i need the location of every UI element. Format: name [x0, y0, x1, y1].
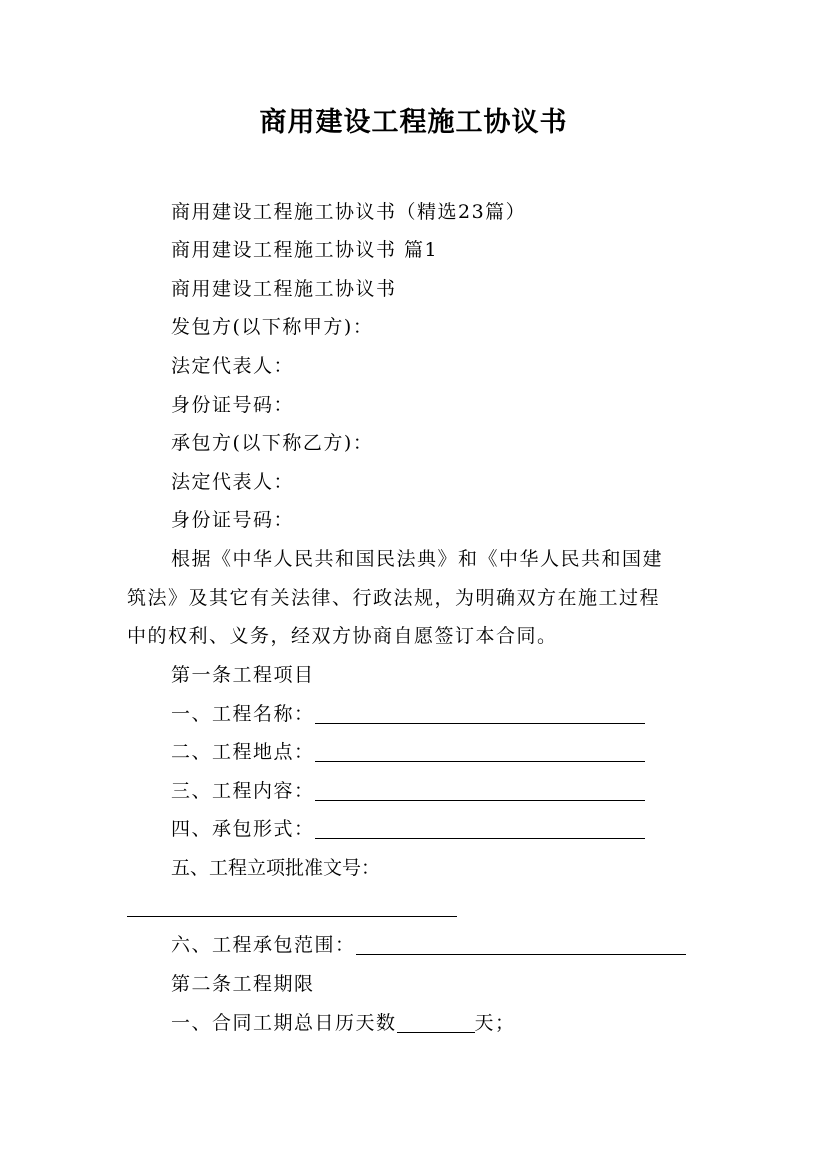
doc-line-section-heading: 商用建设工程施工协议书 篇1 — [171, 239, 439, 261]
contract-form-row — [127, 810, 746, 849]
doc-line-party-b-id: 身份证号码： — [171, 509, 295, 531]
doc-line-agreement-name: 商用建设工程施工协议书 — [171, 278, 397, 300]
project-content-blank — [315, 780, 645, 801]
contract-scope-row — [127, 926, 746, 965]
contract-scope-label: 六、工程承包范围： — [171, 934, 356, 956]
article-1-heading: 第一条工程项目 — [171, 664, 315, 686]
contract-form-label: 四、承包形式： — [171, 818, 315, 840]
approval-number-label: 五、工程立项批准文号： — [171, 857, 381, 879]
doc-line-party-a: 发包方(以下称甲方)： — [171, 316, 374, 338]
project-location-row — [127, 733, 746, 772]
contract-form-blank — [315, 818, 645, 839]
approval-number-row — [127, 888, 702, 927]
project-content-label: 三、工程内容： — [171, 780, 315, 802]
document-title: 商用建设工程施工协议书 — [259, 107, 568, 138]
doc-line-party-a-rep: 法定代表人： — [171, 355, 295, 377]
doc-paragraph-line-3: 中的权利、义务，经双方协商自愿签订本合同。 — [127, 625, 558, 647]
total-days-label: 一、合同工期总日历天数 — [171, 1012, 397, 1034]
total-days-unit: 天； — [474, 1012, 516, 1034]
article-2-heading: 第二条工程期限 — [171, 973, 315, 995]
contract-scope-blank — [356, 934, 686, 955]
doc-paragraph-line-2: 筑法》及其它有关法律、行政法规，为明确双方在施工过程 — [127, 587, 661, 609]
total-days-row — [127, 1004, 746, 1043]
doc-paragraph-line-1: 根据《中华人民共和国民法典》和《中华人民共和国建 — [171, 548, 664, 570]
project-content-row — [127, 772, 746, 811]
total-days-blank — [397, 1012, 475, 1033]
project-name-blank — [315, 703, 645, 724]
project-location-label: 二、工程地点： — [171, 741, 315, 763]
approval-number-blank — [127, 896, 457, 917]
doc-line-party-b: 承包方(以下称乙方)： — [171, 432, 374, 454]
project-name-label: 一、工程名称： — [171, 703, 315, 725]
doc-line-party-b-rep: 法定代表人： — [171, 471, 295, 493]
project-location-blank — [315, 741, 645, 762]
doc-line-subtitle: 商用建设工程施工协议书（精选23篇） — [171, 201, 527, 223]
project-name-row — [127, 695, 746, 734]
doc-line-party-a-id: 身份证号码： — [171, 394, 295, 416]
